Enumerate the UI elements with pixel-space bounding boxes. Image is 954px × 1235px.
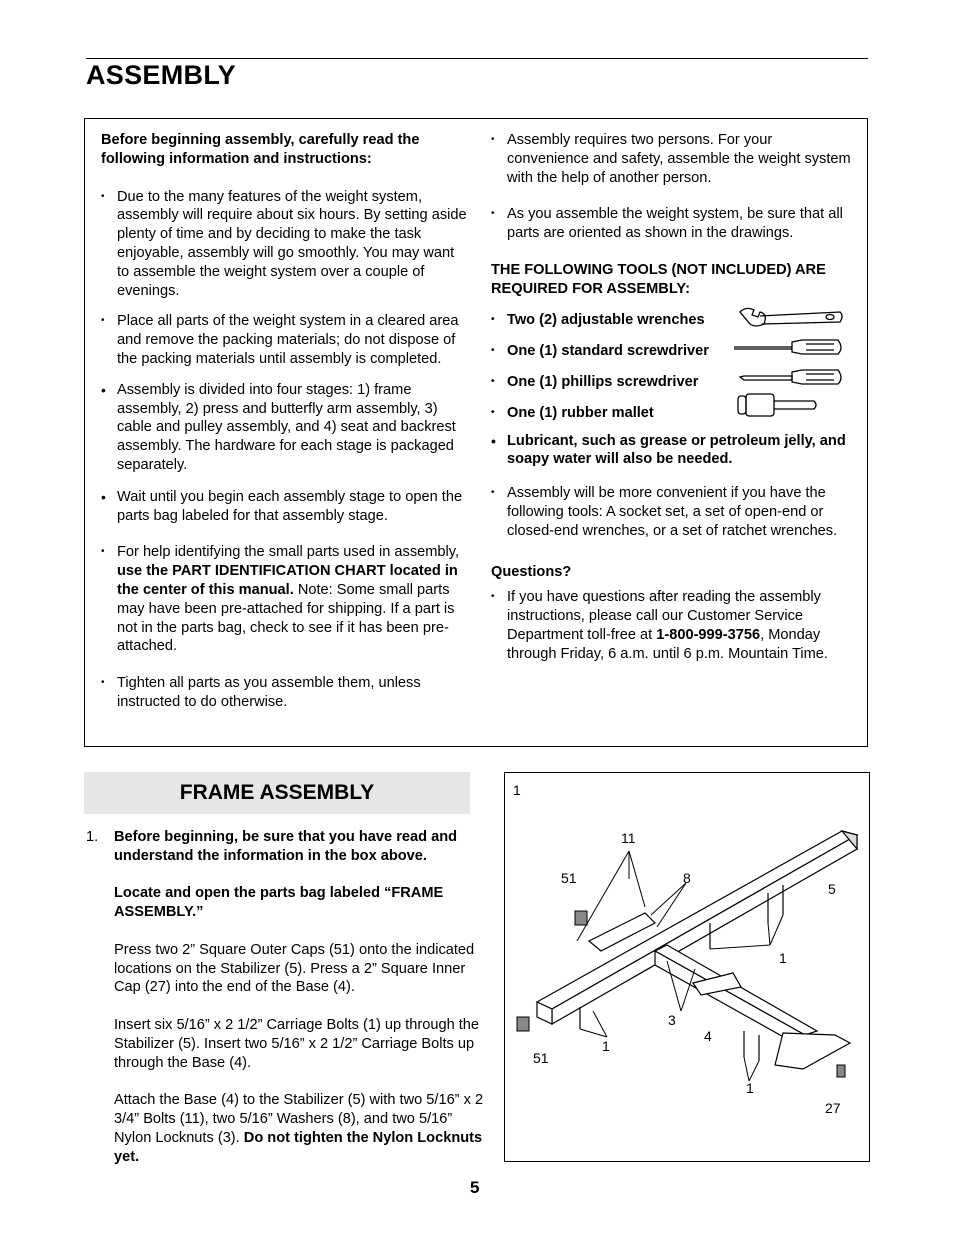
step-p5-bold: Do not tighten the Nylon Locknuts yet. (114, 1129, 483, 1165)
tool-phillips-screwdriver: • One (1) phillips screwdriver (491, 373, 853, 404)
intro-bullet-orientation: • As you assemble the weight system, be sure that all parts are oriented as shown in the drawings. (491, 205, 853, 243)
questions-text (491, 588, 853, 663)
intro-bullet-tighten: • Tighten all parts as you assemble them, unless instructed to do otherwise. (101, 674, 469, 712)
intro-bullet-two-persons: • Assembly requires two persons. For your convenience and safety, assemble the weight system with the help of another person. (491, 131, 853, 187)
step-p3: Press two 2” Square Outer Caps (51) onto the indicated locations on the Stabilizer (5). Press a 2” Square Inner Cap (27) into the end of the Base (4). (114, 941, 475, 996)
step-1 (86, 828, 486, 1185)
phillips-screwdriver-icon (740, 370, 841, 384)
questions-heading: Questions? (491, 563, 572, 580)
intro-left-column (101, 131, 469, 712)
step-number: 1. (86, 829, 99, 845)
label-51-top: 51 (561, 870, 577, 886)
frame-assembly-title: FRAME ASSEMBLY (179, 781, 375, 804)
figure-1-box (504, 772, 870, 1162)
tool-wrench: • Two (2) adjustable wrenches (491, 311, 853, 342)
label-8: 8 (683, 870, 691, 886)
step-p5 (114, 1091, 486, 1166)
label-27: 27 (825, 1100, 841, 1116)
intro-bullet-help (101, 543, 469, 656)
intro-bullet-wait: • Wait until you begin each assembly stage to open the parts bag labeled for that assembly stage. (101, 488, 469, 526)
step-p2: Locate and open the parts bag labeled “FRAME ASSEMBLY.” (114, 885, 444, 921)
step-p5-pre: Attach the Base (4) to the Stabilizer (5) with two 5/16” x 2 3/4” Bolts (11), two 5/16” Washers (8), and two 5/16” Nylon Locknuts (3). (114, 1092, 484, 1146)
label-1-bottom: 1 (746, 1080, 754, 1096)
page-title: ASSEMBLY (86, 60, 236, 90)
base-part (655, 945, 850, 1069)
tool-mallet: • One (1) rubber mallet (491, 404, 853, 432)
intro-bullet-time: • Due to the many features of the weight system, assembly will require about six hours. By setting aside plenty of time and by deciding to make the task enjoyable, assembly will go smoothly. You may want to assemble the weight system over a couple of evenings. (101, 188, 469, 301)
label-51-bottom: 51 (533, 1050, 549, 1066)
label-1-top: 1 (779, 950, 787, 966)
help-bold: use the PART IDENTIFICATION CHART located in the center of this manual. (117, 563, 458, 598)
frame-diagram (505, 773, 868, 1160)
questions-pre: If you have questions after reading the assembly instructions, please call our Customer Service Department toll-free at (507, 589, 821, 643)
intro-bullet-stages: • Assembly is divided into four stages: 1) frame assembly, 2) press and butterfly arm assembly, 3) cable and pulley assembly, and 4) seat and backrest assembly. The hardware for each stage is packaged separately. (101, 381, 469, 475)
questions-post: , Monday through Friday, 6 a.m. until 6 p.m. Mountain Time. (507, 626, 828, 662)
label-5: 5 (828, 881, 836, 897)
page-number: 5 (470, 1178, 480, 1197)
intro-heading: Before beginning assembly, carefully read the following information and instructions: (101, 132, 420, 167)
label-11: 11 (621, 830, 636, 846)
lubricant-note: • Lubricant, such as grease or petroleum jelly, and soapy water will also be needed. (491, 432, 853, 470)
outer-cap-51-top (575, 911, 587, 925)
label-4: 4 (704, 1028, 712, 1044)
label-3: 3 (668, 1012, 676, 1028)
step-p4: Insert six 5/16” x 2 1/2” Carriage Bolts (1) up through the Stabilizer (5). Insert two 5/16” x 2 1/2” Carriage Bolts up through the Base (4). (114, 1016, 480, 1071)
frame-assembly-header (84, 772, 470, 814)
mallet-icon (738, 394, 816, 416)
help-pre: For help identifying the small parts used in assembly, (117, 544, 460, 561)
convenient-note: • Assembly will be more convenient if you have the following tools: A socket set, a set of open-end or closed-end wrenches, or a set of ratchet wrenches. (491, 484, 853, 540)
help-post: Note: Some small parts may have been pre-attached for shipping. If a part is not in the parts bag, check to see if it has been pre-attached. (117, 581, 455, 655)
wrench-icon (740, 308, 842, 326)
tools-heading: THE FOLLOWING TOOLS (NOT INCLUDED) ARE REQUIRED FOR ASSEMBLY: (491, 261, 826, 297)
tool-standard-screwdriver: • One (1) standard screwdriver (491, 342, 853, 373)
figure-number: 1 (513, 782, 521, 798)
outer-cap-51-bottom (517, 1017, 529, 1031)
screwdriver-icon (734, 340, 841, 354)
tool-illustrations (730, 302, 850, 422)
intro-bullet-area: • Place all parts of the weight system in a cleared area and remove the packing materials; do not dispose of the packing materials until assembly is completed. (101, 312, 469, 368)
step-p1: Before beginning, be sure that you have read and understand the information in the box above. (114, 829, 458, 864)
top-rule (86, 58, 868, 59)
phone-number: 1-800-999-3756 (656, 626, 761, 643)
inner-cap-27 (837, 1065, 845, 1077)
label-1-left: 1 (602, 1038, 610, 1054)
